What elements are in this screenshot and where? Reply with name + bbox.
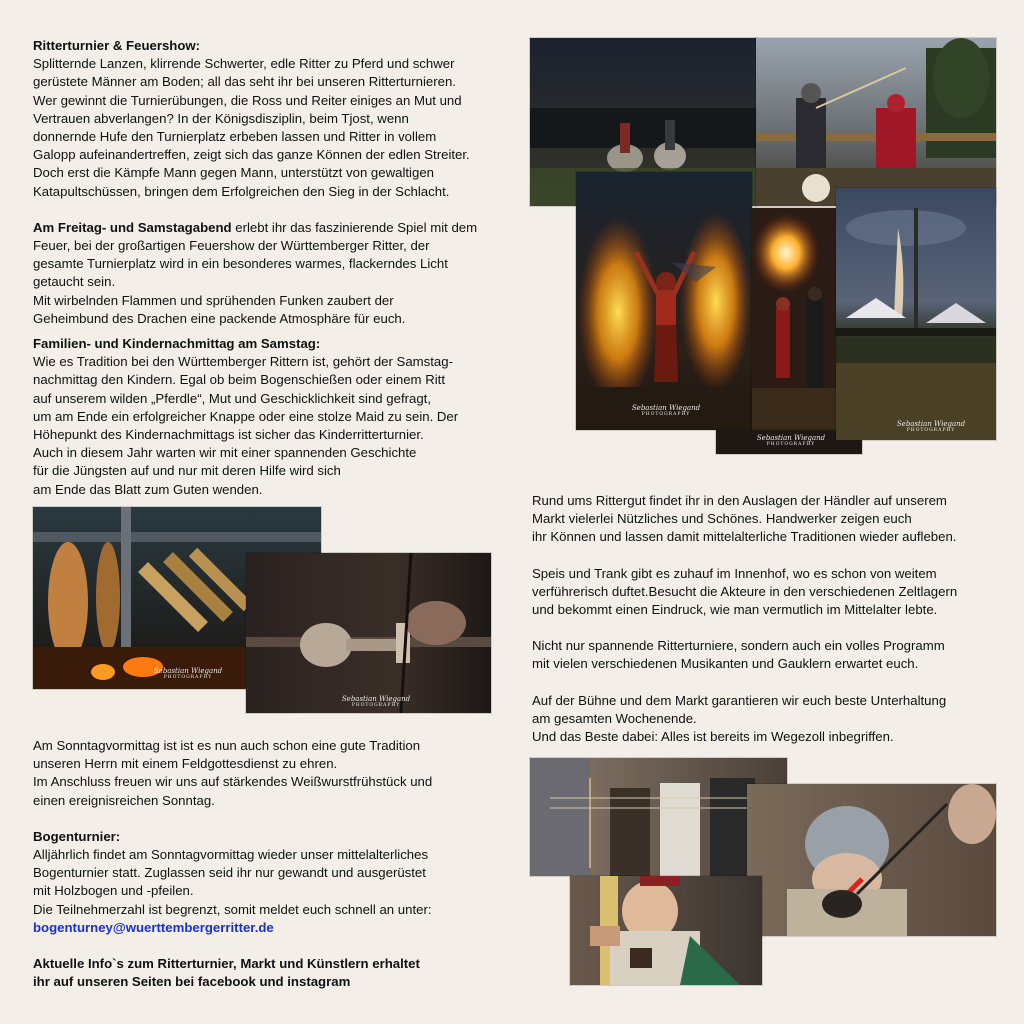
email-link[interactable]: bogenturney@wuerttembergerritter.de: [33, 919, 274, 935]
markt-section: [532, 492, 957, 746]
programm-paragraph: Nicht nur spannende Ritterturniere, sondern auch ein volles Programm mit vielen verschiedenen Musikanten und Gauklern erwartet euch.: [532, 638, 945, 672]
info-note: Aktuelle Info`s zum Ritterturnier, Markt und Künstlern erhaltet ihr auf unseren Seiten bei facebook und instagram: [33, 956, 420, 990]
photographer-watermark: Sebastian Wiegand PHOTOGRAPHY: [631, 404, 701, 417]
woodturning-photo: [246, 553, 491, 713]
sonntag-section: [33, 737, 432, 991]
section-body: Am Sonntagvormittag ist ist es nun auch schon eine gute Tradition unseren Herrn mit einem Feldgottesdienst zu ehren. Im Anschluss freuen wir uns auf stärkendes Weißwurstfrühstück und einen ereignisreichen Sonntag.: [33, 738, 433, 808]
feuershow-paragraph: Am Freitag- und Samstagabend erlebt ihr das faszinierende Spiel mit dem Feuer, bei der großartigen Feuershow der Württemberger Ritter, der gesamte Turnierplatz wird in ein besonderes warmes, flackerndes Licht getaucht sein. Mit wirbelnden Flammen und sprühenden Funken zaubert der Geheimbund des Drachen eine packende Atmosphäre für euch.: [33, 219, 478, 326]
section-title: Familien- und Kindernachmittag am Samstag:: [33, 336, 321, 351]
section-body: Wie es Tradition bei den Württemberger Rittern ist, gehört der Samstag- nachmittag den Kindern. Egal ob beim Bogenschießen oder einem Ritt auf unserem wilden „Pferdle“, Mut und Geschicklichkeit sind gefragt, um am Ende ein erfolgreicher Knappe oder eine stolze Maid zu sein. Der Höhepunkt des Kindernachmittags ist sicher das Kinderritterturnier. Auch in diesem Jahr warten wir mit einer spannenden Geschichte für die Jüngsten auf und nur mit deren Hilfe wird sich am Ende das Blatt zum Guten wenden.: [33, 354, 459, 497]
fire-breather-photo: [752, 208, 840, 430]
fire-juggler-photo: [576, 172, 752, 430]
speis-paragraph: Speis und Trank gibt es zuhauf im Innenhof, wo es schon von weitem verführerisch duftet.Besucht die Akteure in den verschiedenen Zeltlagern und bekommt einen Eindruck, wie man vermutlich im Mittelalter lebte.: [532, 565, 958, 618]
section-title: Bogenturnier:: [33, 828, 121, 844]
bogenturnier-body: Alljährlich findet am Sonntagvormittag wieder unser mittelalterliches Bogenturnier statt. Zuglassen seid ihr nur gewandt und ausgerüstet mit Holzbogen und -pfeilen. Die Teilnehmerzahl ist begrenzt, somit meldet euch schnell an unter: bogenturney@wuerttembergerritter.de: [33, 847, 432, 935]
photographer-watermark: Sebastian Wiegand PHOTOGRAPHY: [756, 434, 826, 447]
photographer-watermark: Sebastian Wiegand PHOTOGRAPHY: [153, 667, 223, 680]
kindernachmittag-section: [33, 335, 458, 499]
photographer-watermark: Sebastian Wiegand PHOTOGRAPHY: [896, 420, 966, 433]
section-title: Ritterturnier & Feuershow:: [33, 38, 201, 53]
section-body: Splitternde Lanzen, klirrende Schwerter, edle Ritter zu Pferd und schwer gerüstete Männer am Boden; all das seht ihr bei unseren Ritterturnieren. Wer gewinnt die Turnierübungen, die Ross und Reiter einiges an Mut und Vertrauen abverlangen? In der Königsdisziplin, beim Tjost, wenn donnernde Hufe den Turnierplatz erbeben lassen und Ritter in vollem Galopp aufeinandertreffen, zeigt sich das ganze Können der edlen Streiter. Doch erst die Kämpfe Mann gegen Mann, unterstützt von gewaltigen Katapultschüssen, bringen dem Erfolgreichen den Sieg in der Schlacht.: [33, 56, 470, 199]
feuershow-lead: Am Freitag- und Samstagabend: [33, 219, 232, 235]
camp-fire-tower-photo: [836, 188, 996, 440]
helmeted-archer-photo: [747, 784, 996, 936]
jousting-knights-photo: [756, 38, 996, 206]
ritterturnier-section: [33, 37, 477, 328]
unterhaltung-paragraph: Auf der Bühne und dem Markt garantieren wir euch beste Unterhaltung am gesamten Wochenende. Und das Beste dabei: Alles ist bereits im Wegezoll inbegriffen.: [532, 692, 947, 745]
young-archer-photo: [570, 876, 762, 985]
section-body: Rund ums Rittergut findet ihr in den Auslagen der Händler auf unserem Markt vielerlei Nützliches und Schönes. Handwerker zeigen euch ihr Können und lassen damit mittelalterliche Traditionen wieder aufleben.: [532, 493, 957, 545]
photographer-watermark: Sebastian Wiegand PHOTOGRAPHY: [341, 695, 411, 708]
